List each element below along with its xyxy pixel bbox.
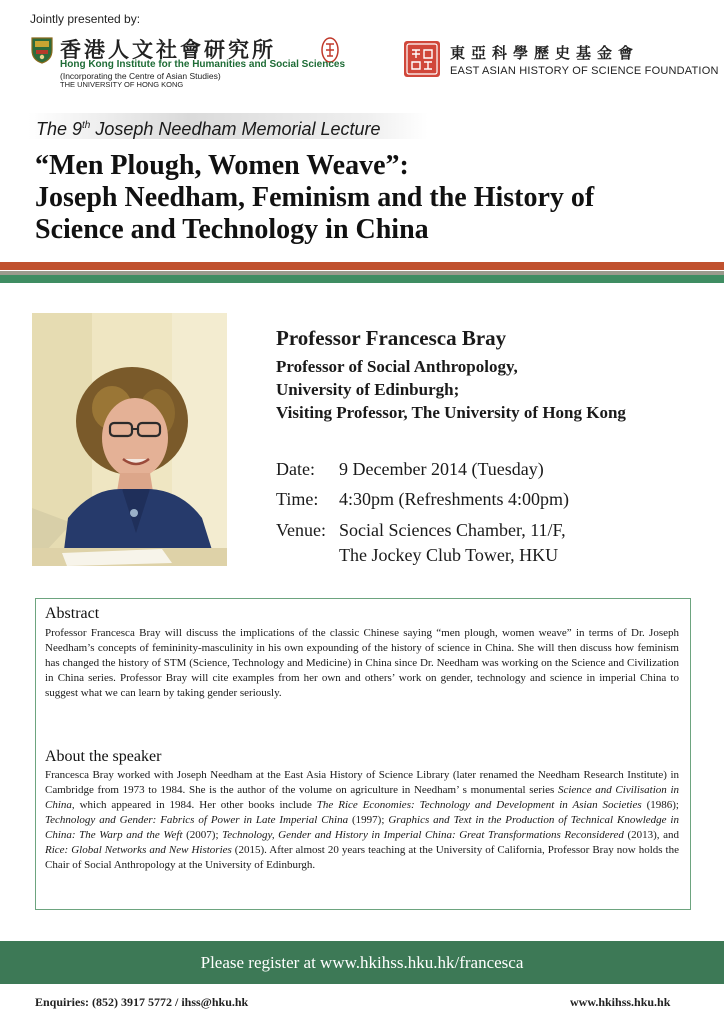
bio-text: (1997); (348, 814, 389, 826)
bio-text: , which appeared in 1984. Her other books include (71, 799, 317, 811)
book-title: Technology and Gender: Fabrics of Power in Late Imperial China (45, 814, 349, 826)
book-title: Technology, Gender and History in Imperial China: Great Transformations Reconsidered (222, 829, 624, 841)
hkihss-chinese-name: 香港人文社會研究所 (60, 38, 276, 62)
hkihss-incorporating: (Incorporating the Centre of Asian Studies) (60, 71, 221, 81)
speaker-affiliation: University of Edinburgh; (276, 380, 460, 399)
abstract-heading: Abstract (45, 605, 100, 622)
eahsf-chinese-name: 東亞科學歷史基金會 (450, 46, 640, 62)
speaker-affiliation: Visiting Professor, The University of Hong Kong (276, 403, 626, 422)
speaker-name: Professor Francesca Bray (276, 326, 507, 350)
bio-text: (2015). After almost 20 years teaching at the University of California, Professor Bray now holds the Chair of Social Anthropology at the University of Edinburgh. (45, 844, 679, 871)
lecture-suffix: Joseph Needham Memorial Lecture (90, 119, 381, 139)
speaker-affiliation: Professor of Social Anthropology, (276, 357, 518, 376)
lecture-ordinal: th (82, 120, 91, 131)
hkihss-english-name: Hong Kong Institute for the Humanities and Social Sciences (60, 59, 346, 70)
book-title: Graphics and Text in the Production of Technical Knowledge in China: The Warp and the Weft (45, 814, 679, 841)
divider-stripe-red (0, 262, 724, 270)
hku-crest-icon (30, 36, 54, 64)
about-speaker-heading: About the speaker (45, 748, 162, 765)
title-line-1: “Men Plough, Women Weave”: (35, 150, 409, 181)
venue-value-line-1: Social Sciences Chamber, 11/F, (339, 520, 566, 540)
eahsf-english-name: EAST ASIAN HISTORY OF SCIENCE FOUNDATION (450, 65, 719, 77)
eahsf-seal-icon (403, 40, 441, 78)
bio-text: Francesca Bray worked with Joseph Needham at the East Asia History of Science Library (later renamed the Needham Research Institute) in Cambridge from 1973 to 1984. She is the author of the volume on agriculture in Needham’ s monumental series (45, 769, 679, 796)
jointly-presented-label: Jointly presented by: (30, 12, 141, 26)
divider-stripe-green (0, 275, 724, 283)
lecture-title (35, 150, 695, 246)
time-label: Time: (276, 489, 319, 509)
title-line-2: Joseph Needham, Feminism and the History of (35, 182, 595, 213)
website-link[interactable]: www.hkihss.hku.hk (570, 995, 671, 1009)
lecture-series-banner (28, 113, 428, 139)
registration-link[interactable]: Please register at www.hkihss.hku.hk/francesca (0, 941, 724, 984)
hku-name: THE UNIVERSITY OF HONG KONG (60, 80, 184, 89)
date-label: Date: (276, 459, 315, 479)
venue-label: Venue: (276, 520, 326, 540)
enquiries-contact: Enquiries: (852) 3917 5772 / ihss@hku.hk (35, 995, 249, 1009)
bio-text: (2007); (182, 829, 223, 841)
time-value: 4:30pm (Refreshments 4:00pm) (339, 489, 569, 509)
book-title: Rice: Global Networks and New Histories (45, 844, 232, 856)
venue-value-line-2: The Jockey Club Tower, HKU (339, 545, 559, 565)
about-speaker-text (45, 768, 679, 873)
bio-text: (2013), and (623, 829, 680, 841)
bio-text: (1986); (641, 799, 679, 811)
title-line-3: Science and Technology in China (35, 214, 429, 245)
abstract-text: Professor Francesca Bray will discuss the implications of the classic Chinese saying “men plough, women weave” in terms of Dr. Joseph Needham’s concepts of femininity-masculinity in his own expounding of the history of science in China. She will then discuss how feminism has changed the history of STM (Science, Technology and Medicine) in China since Dr. Needham was working on the Science and Civilization in China series. Professor Bray will cite examples from her own and others’ work on gender, technology and science in imperial China to suggest what we can learn by taking gender seriously. (45, 627, 679, 699)
lecture-prefix: The 9 (36, 119, 83, 139)
book-title: The Rice Economies: Technology and Development in Asian Societies (316, 799, 642, 811)
book-title: Science and Civilisation in China (45, 784, 680, 811)
speaker-photo (32, 313, 227, 566)
date-value: 9 December 2014 (Tuesday) (339, 459, 544, 479)
